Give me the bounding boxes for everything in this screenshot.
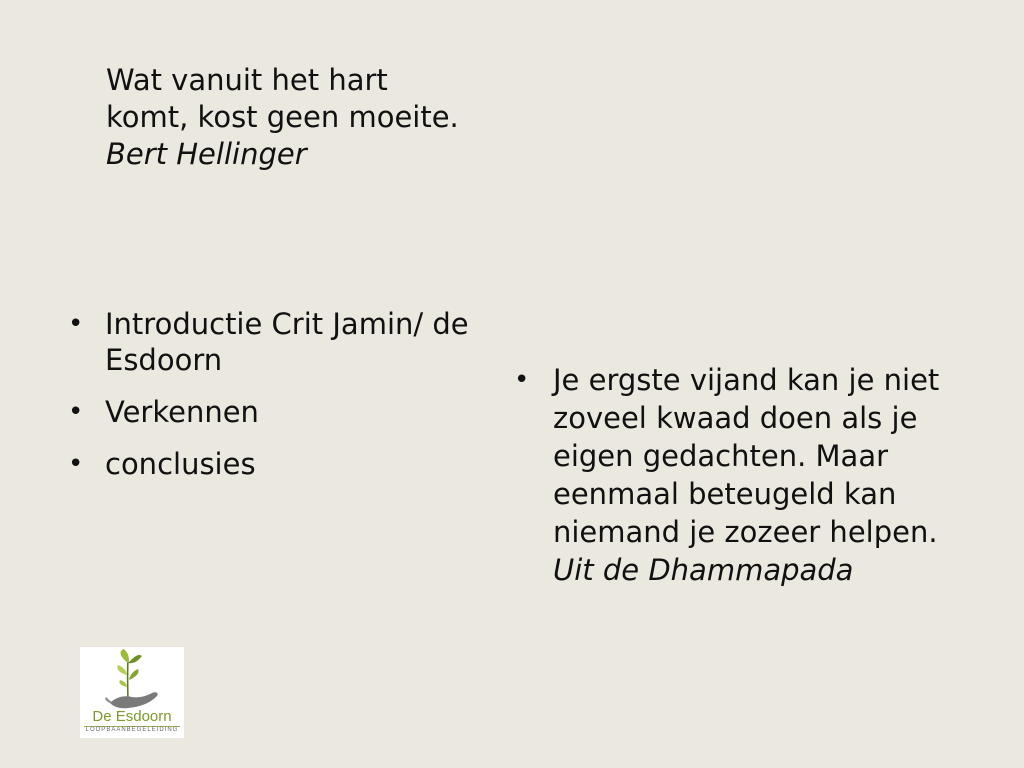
- agenda-item: • conclusies: [68, 446, 488, 482]
- right-quote-item: [514, 361, 984, 589]
- title-author: Bert Hellinger: [106, 137, 307, 171]
- hand-with-sapling-icon: [80, 647, 184, 711]
- logo-name: De Esdoorn: [92, 708, 172, 725]
- agenda-item: • Verkennen: [68, 394, 488, 430]
- right-quote-list: [514, 361, 984, 589]
- esdoorn-logo: [80, 647, 184, 738]
- logo-tagline: LOOPBAANBEGELEIDING: [85, 727, 179, 733]
- slide-title-quote: [106, 62, 526, 173]
- title-line-2: komt, kost geen moeite.: [106, 100, 459, 134]
- right-quote-text: Je ergste vijand kan je niet zoveel kwaad doen als je eigen gedachten. Maar eenmaal beteugeld kan niemand je zozeer helpen.: [553, 363, 940, 549]
- title-line-1: Wat vanuit het hart: [106, 63, 388, 97]
- agenda-item: • Introductie Crit Jamin/ de Esdoorn: [68, 306, 488, 378]
- right-quote-source: Uit de Dhammapada: [553, 553, 854, 587]
- agenda-list: [68, 306, 488, 498]
